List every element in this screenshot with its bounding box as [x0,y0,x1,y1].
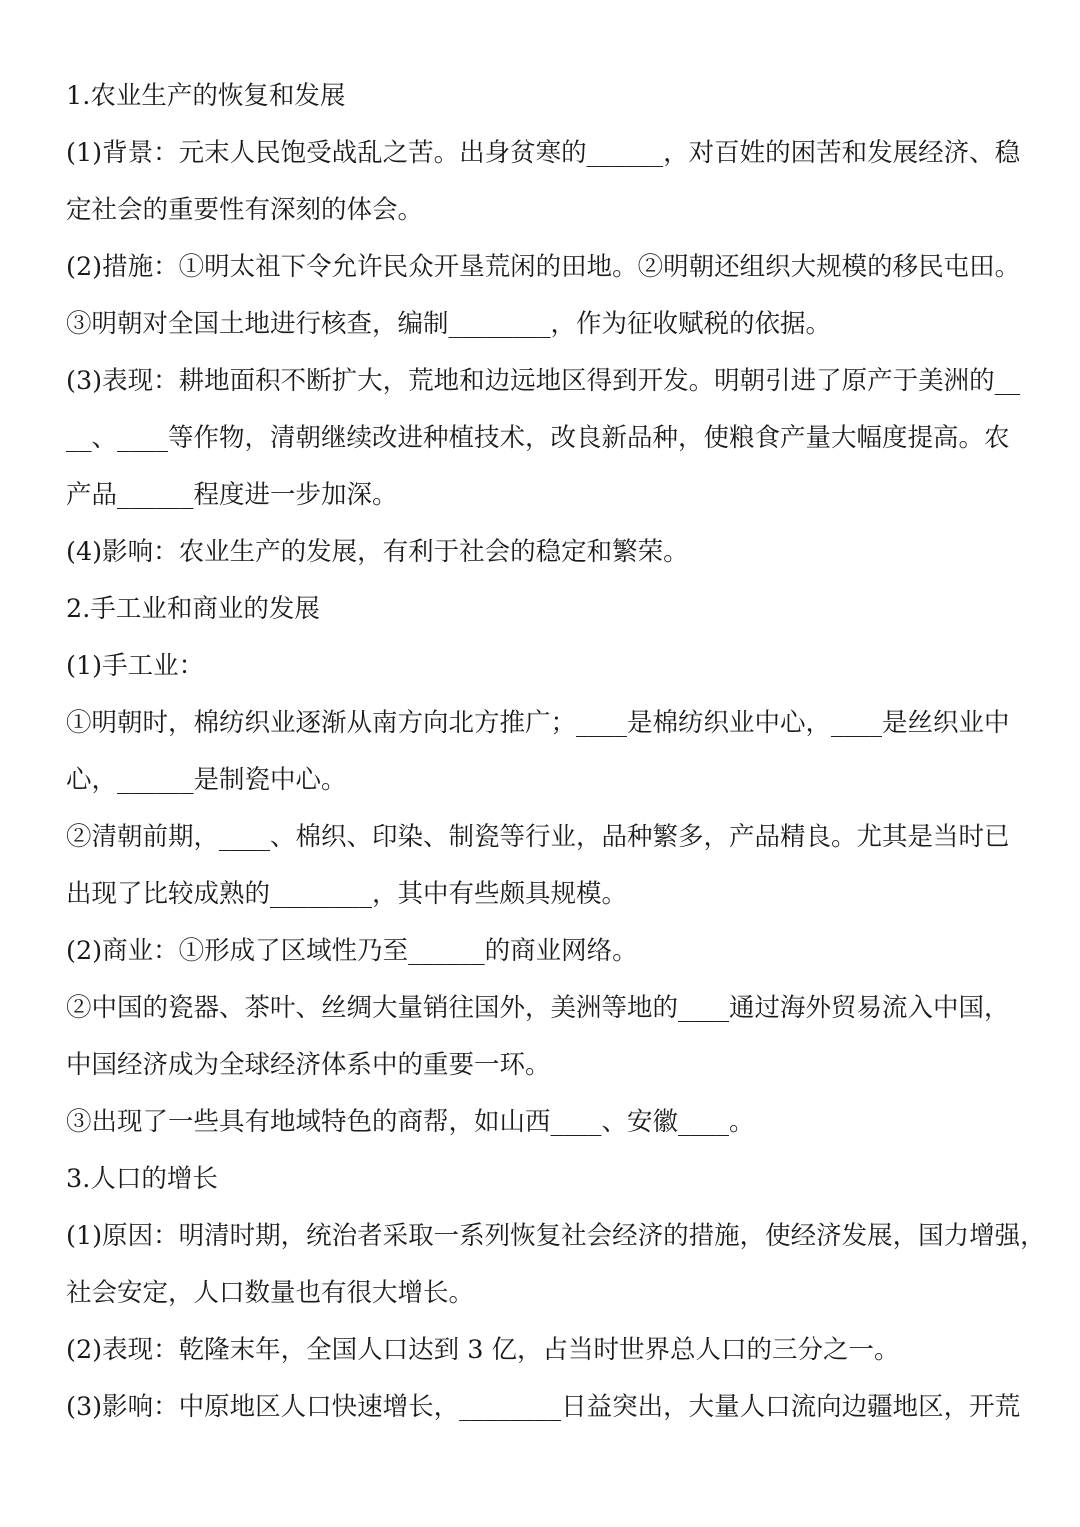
text-line: (2)表现：乾隆末年，全国人口达到 3 亿，占当时世界总人口的三分之一。 [66,1335,900,1365]
text-line: ②清朝前期，____、棉织、印染、制瓷等行业，品种繁多，产品精良。尤其是当时已 [66,822,1010,852]
text-line: (1)原因：明清时期，统治者采取一系列恢复社会经济的措施，使经济发展，国力增强， [66,1221,1046,1251]
section-1-heading: 1.农业生产的恢复和发展 [66,81,346,111]
text-line: ③明朝对全国土地进行核查，编制________，作为征收赋税的依据。 [66,309,832,339]
text-line: (2)商业：①形成了区域性乃至______的商业网络。 [66,936,638,966]
text-line: ①明朝时，棉纺织业逐渐从南方向北方推广；____是棉纺织业中心，____是丝织业中 [66,708,1010,738]
text-line: (3)表现：耕地面积不断扩大，荒地和边远地区得到开发。明朝引进了原产于美洲的__ [66,366,1021,396]
text-line: (1)手工业： [66,651,205,681]
text-line: (4)影响：农业生产的发展，有利于社会的稳定和繁荣。 [66,537,689,567]
section-3-heading: 3.人口的增长 [66,1164,218,1194]
text-line: (2)措施：①明太祖下令允许民众开垦荒闲的田地。②明朝还组织大规模的移民屯田。 [66,252,1021,282]
document-body [66,68,1046,1436]
section-2-heading: 2.手工业和商业的发展 [66,594,320,624]
text-line: __、____等作物，清朝继续改进种植技术，改良新品种，使粮食产量大幅度提高。农 [66,423,1010,453]
text-line: 社会安定，人口数量也有很大增长。 [66,1278,475,1308]
text-line: 中国经济成为全球经济体系中的重要一环。 [66,1050,551,1080]
text-line: 出现了比较成熟的________，其中有些颇具规模。 [66,879,628,909]
text-line: ②中国的瓷器、茶叶、丝绸大量销往国外，美洲等地的____通过海外贸易流入中国， [66,993,1010,1023]
text-line: (3)影响：中原地区人口快速增长，________日益突出，大量人口流向边疆地区，开荒 [66,1392,1021,1422]
text-line: ③出现了一些具有地域特色的商帮，如山西____、安徽____。 [66,1107,755,1137]
text-line: 产品______程度进一步加深。 [66,480,398,510]
text-line: 心，______是制瓷中心。 [66,765,347,795]
text-line: (1)背景：元末人民饱受战乱之苦。出身贫寒的______，对百姓的困苦和发展经济、稳 [66,138,1021,168]
text-line: 定社会的重要性有深刻的体会。 [66,195,424,225]
